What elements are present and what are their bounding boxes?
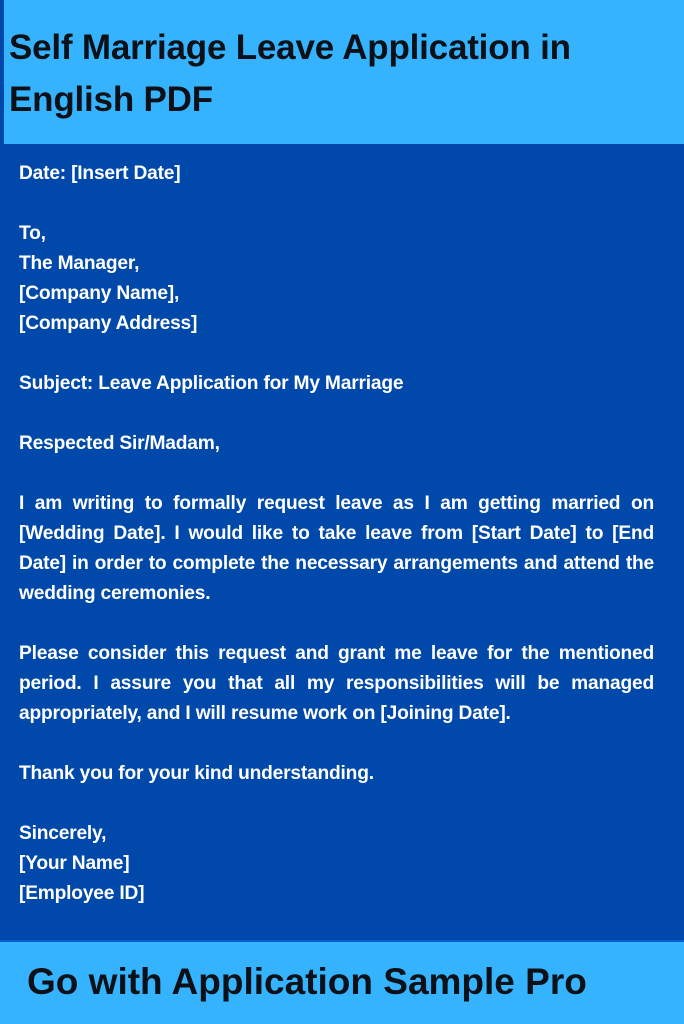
page-title: Self Marriage Leave Application in English PDF	[9, 28, 571, 119]
address-company-name: [Company Name],	[19, 283, 180, 304]
address-company-address: [Company Address]	[19, 313, 198, 334]
letter-paragraph-assurance: Please consider this request and grant me leave for the mentioned period. I assure you that all my responsibilities will be managed appropriately, and I will resume work on [Joining Date].	[19, 643, 654, 724]
closing-employee-id: [Employee ID]	[19, 883, 145, 904]
letter-date: Date: [Insert Date]	[19, 163, 181, 184]
letter-closing-block	[19, 819, 654, 909]
letter-subject: Subject: Leave Application for My Marriage	[19, 373, 404, 394]
closing-sign-off: Sincerely,	[19, 823, 107, 844]
letter-address-block	[19, 219, 654, 339]
address-recipient: The Manager,	[19, 253, 140, 274]
letter-thanks: Thank you for your kind understanding.	[19, 763, 374, 784]
closing-name: [Your Name]	[19, 853, 130, 874]
letter-paragraph-request: I am writing to formally request leave as I am getting married on [Wedding Date]. I would like to take leave from [Start Date] to [End Date] in order to complete the necessary arrangements and attend the wedding ceremonies.	[19, 493, 654, 604]
footer-banner	[0, 940, 684, 1024]
footer-brand-text: Go with Application Sample Pro	[27, 961, 587, 1002]
letter-salutation: Respected Sir/Madam,	[19, 433, 220, 454]
address-to: To,	[19, 223, 46, 244]
letter-body	[19, 159, 654, 939]
title-banner	[0, 0, 684, 144]
